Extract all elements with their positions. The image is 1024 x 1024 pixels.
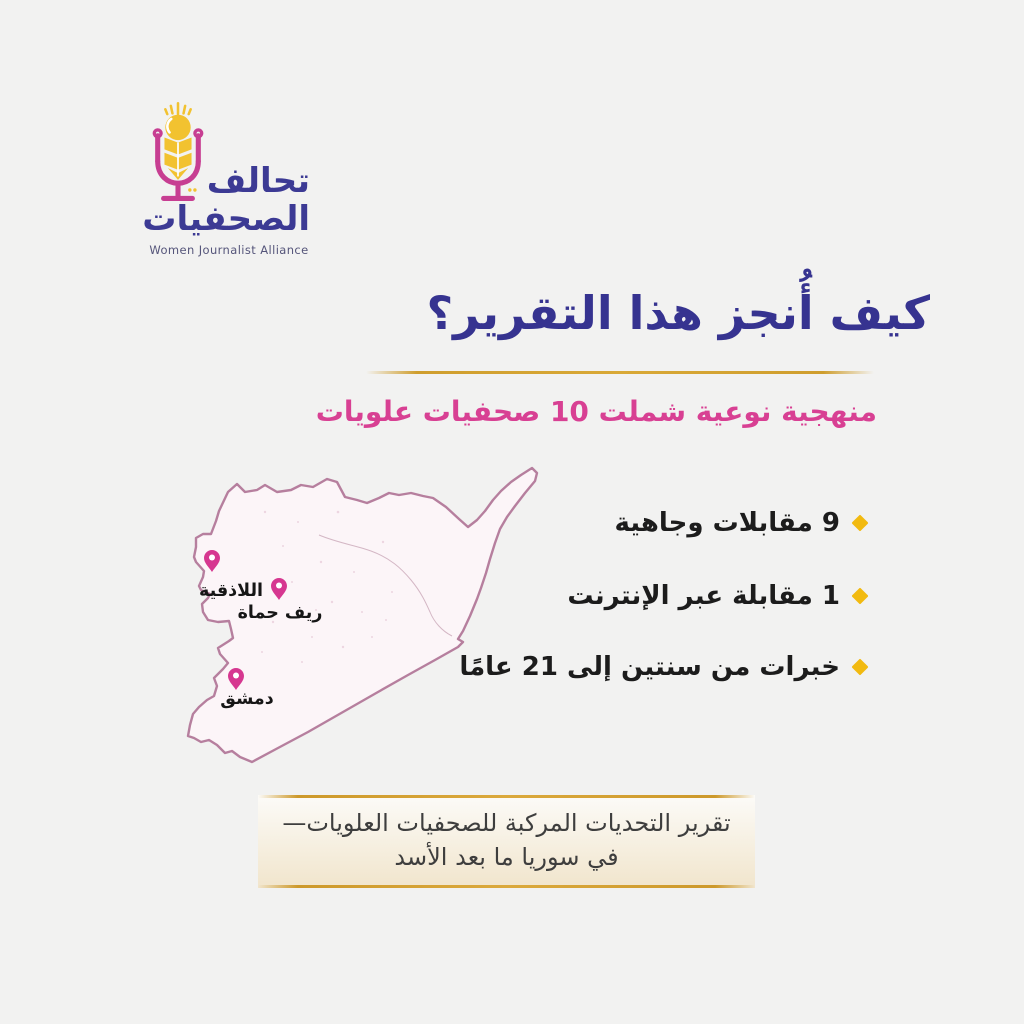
report-tagline-box [258, 795, 755, 888]
bullet-item [567, 581, 866, 611]
tagline-line2: في سوريا ما بعد الأسد [394, 843, 619, 871]
bullet-item [615, 508, 866, 538]
logo-arabic-line1: تحالف [206, 161, 310, 201]
subtitle: منهجية نوعية شملت 10 صحفيات علويات [315, 395, 877, 428]
logo-arabic-line2: الصحفيات [142, 199, 310, 239]
logo-english-name: Women Journalist Alliance [149, 243, 309, 257]
bullet-text: خبرات من سنتين إلى 21 عامًا [459, 652, 840, 682]
page-title: كيف أُنجز هذا التقرير؟ [426, 286, 930, 340]
map-label-damascus: دمشق [220, 689, 274, 709]
bullet-item [459, 652, 866, 682]
map-label-latakia: اللاذقية [198, 581, 264, 601]
bullet-text: 1 مقابلة عبر الإنترنت [567, 581, 840, 611]
diamond-bullet-icon [852, 659, 869, 676]
diamond-bullet-icon [852, 588, 869, 605]
map-label-hama-countryside: ريف حماة [237, 603, 323, 623]
gold-rule-bottom [258, 885, 755, 888]
gold-rule-top [258, 795, 755, 798]
report-tagline-text [258, 806, 755, 874]
bullet-text: 9 مقابلات وجاهية [614, 508, 840, 538]
tagline-line1: —تقرير التحديات المركبة للصحفيات العلويات [282, 809, 731, 837]
diamond-bullet-icon [852, 515, 869, 532]
